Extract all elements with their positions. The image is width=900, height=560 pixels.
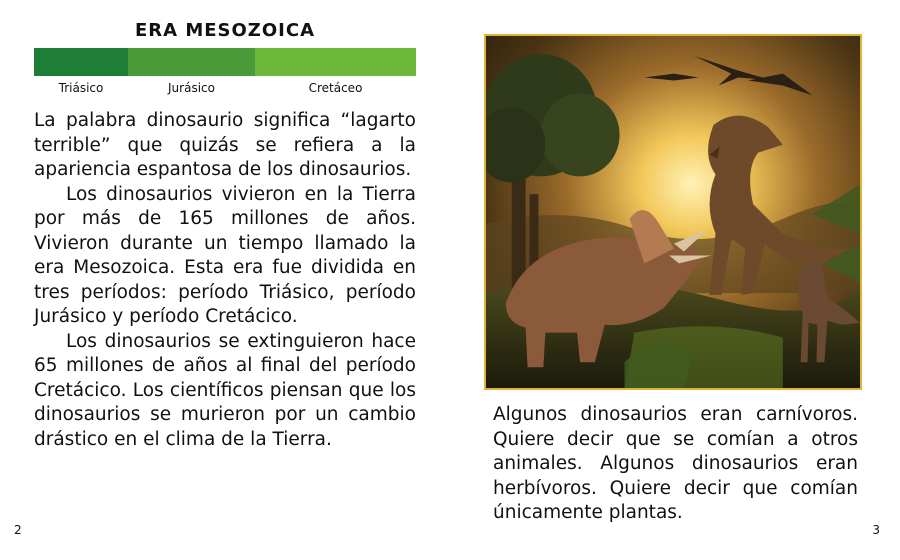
page-number-left: 2 (14, 523, 22, 537)
paragraph-3: Los dinosaurios se extinguieron hace 65 millones de años al final del período Cretácico. Los científicos piensan que los dinosaurios se murieron por un cambio drástico en el clima de la Tierra. (34, 330, 416, 450)
timeline-segment-triassic (34, 48, 128, 76)
timeline-labels (34, 81, 416, 97)
paragraph-2: Los dinosaurios vivieron en la Tierra por más de 165 millones de años. Vivieron durante un tiempo llamado la era Mesozoica. Esta era fue dividida en tres períodos: período Triásico, período Jurásico y período Cretácico. (34, 183, 416, 327)
era-timeline-bar (34, 48, 416, 76)
right-page (450, 0, 900, 560)
timeline-segment-cretaceous (255, 48, 416, 76)
timeline-label-cretaceous: Cretáceo (308, 81, 363, 95)
page-number-right: 3 (872, 523, 880, 537)
image-caption: Algunos dinosaurios eran carnívoros. Quiere decir que se comían a otros animales. Algunos dinosaurios eran herbívoros. Quiere decir que comían únicamente plantas. (493, 404, 858, 523)
timeline-label-triassic: Triásico (58, 81, 104, 95)
body-text (34, 109, 416, 452)
paragraph-1: La palabra dinosaurio significa “lagarto terrible” que quizás se refiera a la apariencia espantosa de los dinosaurios. (34, 110, 416, 180)
page-title: ERA MESOZOICA (134, 20, 316, 41)
dinosaur-scene-image (486, 36, 860, 388)
timeline-label-jurassic: Jurásico (168, 81, 215, 95)
timeline-segment-jurassic (128, 48, 255, 76)
dinosaur-illustration (484, 34, 862, 390)
